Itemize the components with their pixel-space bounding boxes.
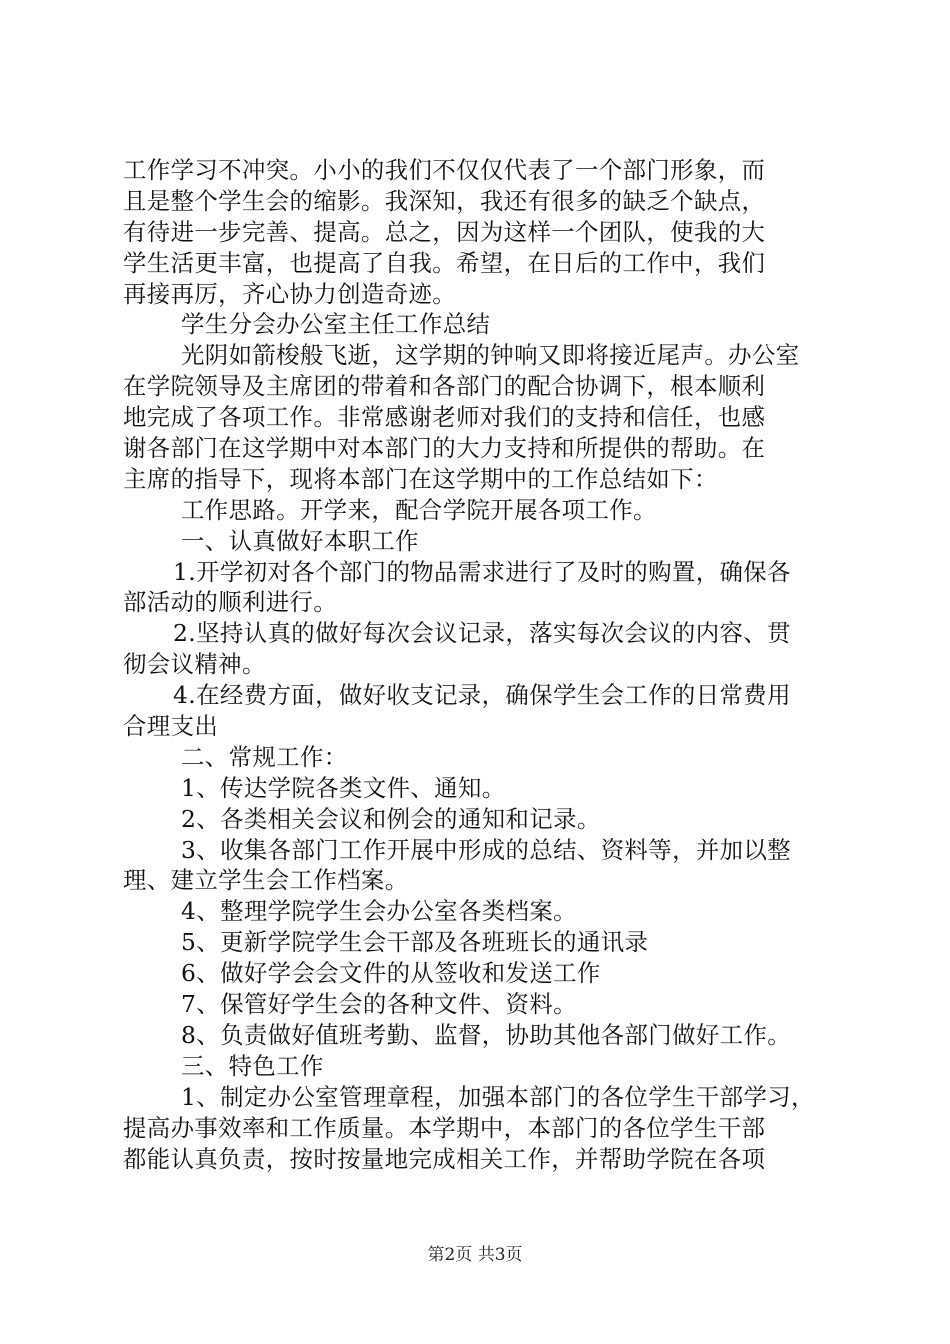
- text-line: 4、整理学院学生会办公室各类档案。: [181, 897, 577, 926]
- text-line: 4.在经费方面，做好收支记录，确保学生会工作的日常费用: [173, 681, 791, 710]
- text-line: 1.开学初对各个部门的物品需求进行了及时的购置，确保各: [173, 557, 791, 586]
- text-line: 二、常规工作：: [181, 742, 348, 771]
- text-line: 谢各部门在这学期中对本部门的大力支持和所提供的帮助。在: [123, 434, 766, 463]
- text-line: 工作学习不冲突。小小的我们不仅仅代表了一个部门形象，而: [123, 156, 766, 184]
- page-number: 第2页 共3页: [427, 1245, 523, 1265]
- text-line: 2、各类相关会议和例会的通知和记录。: [181, 804, 601, 833]
- text-line: 有待进一步完善、提高。总之，因为这样一个团队，使我的大: [123, 217, 766, 246]
- text-line: 学生活更丰富，也提高了自我。希望，在日后的工作中，我们: [123, 248, 766, 277]
- text-line: 6、做好学会会文件的从签收和发送工作: [181, 959, 601, 988]
- text-line: 学生分会办公室主任工作总结: [181, 310, 491, 339]
- text-line: 3、收集各部门工作开展中形成的总结、资料等，并加以整: [181, 835, 792, 864]
- text-line: 2.坚持认真的做好每次会议记录，落实每次会议的内容、贯: [173, 619, 791, 648]
- document-body: [123, 155, 833, 1174]
- text-line: 合理支出: [123, 712, 219, 741]
- text-line: 一、认真做好本职工作: [181, 526, 419, 555]
- text-line: 5、更新学院学生会干部及各班班长的通讯录: [181, 928, 649, 957]
- text-line: 部活动的顺利进行。: [123, 588, 338, 617]
- text-line: 主席的指导下，现将本部门在这学期中的工作总结如下：: [123, 464, 718, 493]
- text-line: 三、特色工作: [181, 1051, 324, 1080]
- text-line: 1、制定办公室管理章程，加强本部门的各位学生干部学习，: [181, 1082, 815, 1111]
- text-line: 工作思路。开学来，配合学院开展各项工作。: [181, 495, 657, 524]
- text-line: 1、传达学院各类文件、通知。: [181, 773, 506, 802]
- text-line: 都能认真负责，按时按量地完成相关工作，并帮助学院在各项: [123, 1144, 766, 1173]
- text-line: 8、负责做好值班考勤、监督，协助其他各部门做好工作。: [181, 1020, 792, 1049]
- page-footer: [0, 1244, 950, 1266]
- text-line: 彻会议精神。: [123, 650, 266, 679]
- text-line: 光阴如箭梭般飞逝，这学期的钟响又即将接近尾声。办公室: [181, 341, 800, 370]
- text-line: 理、建立学生会工作档案。: [123, 866, 409, 895]
- text-line: 提高办事效率和工作质量。本学期中，本部门的各位学生干部: [123, 1113, 766, 1142]
- text-line: 在学院领导及主席团的带着和各部门的配合协调下，根本顺利: [123, 372, 766, 401]
- text-line: 地完成了各项工作。非常感谢老师对我们的支持和信任，也感: [123, 403, 766, 432]
- text-line: 7、保管好学生会的各种文件、资料。: [181, 990, 577, 1019]
- text-line: 且是整个学生会的缩影。我深知，我还有很多的缺乏个缺点，: [123, 186, 766, 215]
- text-line: 再接再厉，齐心协力创造奇迹。: [123, 279, 457, 308]
